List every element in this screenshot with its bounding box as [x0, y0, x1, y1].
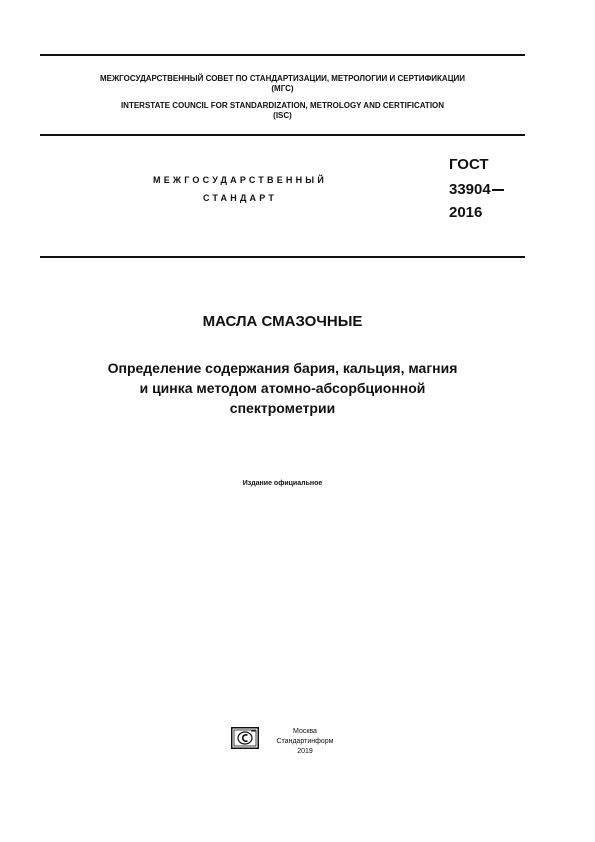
top-rule — [40, 54, 525, 56]
standard-type-line1: МЕЖГОСУДАРСТВЕННЫЙ — [153, 175, 327, 185]
council-en: INTERSTATE COUNCIL FOR STANDARDIZATION, METROLOGY AND CERTIFICATION — [120, 101, 445, 110]
gost-number-line — [449, 179, 504, 201]
standartinform-logo-icon — [231, 727, 259, 749]
gost-dash — [492, 189, 504, 191]
document-title: МАСЛА СМАЗОЧНЫЕ — [202, 313, 363, 330]
subtitle-line1: Определение содержания бария, кальция, магния — [107, 360, 458, 376]
council-ru: МЕЖГОСУДАРСТВЕННЫЙ СОВЕТ ПО СТАНДАРТИЗАЦИИ, МЕТРОЛОГИИ И СЕРТИФИКАЦИИ — [99, 74, 466, 83]
subtitle-line3: спектрометрии — [229, 400, 336, 416]
imprint-city: Москва — [293, 728, 317, 735]
header-rule — [40, 134, 525, 136]
section-rule — [40, 256, 525, 258]
imprint-year: 2019 — [297, 748, 313, 755]
standard-type-line2: СТАНДАРТ — [202, 193, 278, 203]
gost-label: ГОСТ — [449, 156, 489, 173]
council-en-abbr: (ISC) — [273, 111, 292, 120]
council-ru-abbr: (МГС) — [271, 84, 294, 93]
edition-label: Издание официальное — [242, 480, 323, 487]
gost-year: 2016 — [449, 204, 483, 221]
subtitle-line2: и цинка методом атомно-абсорбционной — [139, 380, 426, 396]
gost-number: 33904 — [449, 181, 491, 198]
imprint-publisher: Стандартинформ — [276, 738, 334, 745]
